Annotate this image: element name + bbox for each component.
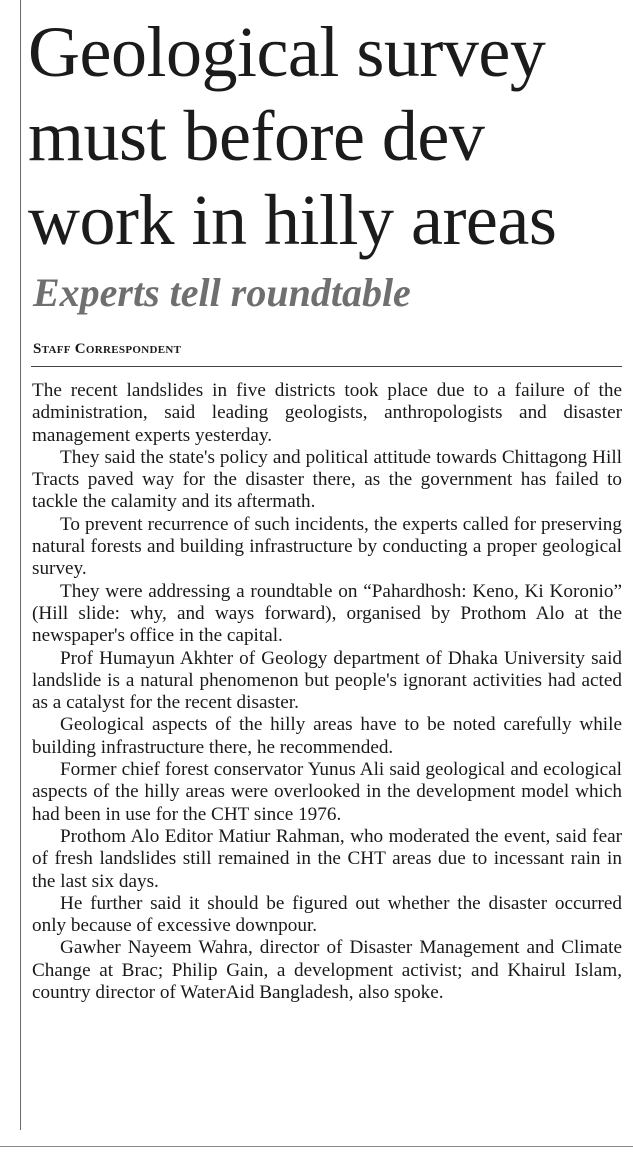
article-paragraph: Prof Humayun Akhter of Geology department of Dhaka University said landslide is a natural phenomenon but people's ignorant activities had acted as a catalyst for the recent disaster. <box>32 647 622 714</box>
column-rule <box>20 0 21 1130</box>
page-bottom-divider <box>0 1146 633 1147</box>
article-paragraph: Former chief forest conservator Yunus Ali said geological and ecological aspects of the hilly areas were overlooked in the development model which had been in use for the CHT since 1976. <box>32 759 622 825</box>
byline-divider <box>31 366 622 367</box>
article-paragraph: They said the state's policy and political attitude towards Chittagong Hill Tracts paved way for the disaster there, as the government has failed to tackle the calamity and its aftermath. <box>32 446 622 513</box>
article-paragraph: Gawher Nayeem Wahra, director of Disaster Management and Climate Change at Brac; Philip Gain, a development activist; and Khairul Islam, country director of WaterAid Bangladesh, also spoke. <box>32 937 622 1004</box>
article-byline: Staff Correspondent <box>33 341 182 357</box>
article-subhead: Experts tell roundtable <box>33 270 411 315</box>
article-paragraph: He further said it should be figured out whether the disaster occurred only because of excessive downpour. <box>32 892 622 937</box>
article-headline: Geological survey must before dev work in hilly areas <box>28 12 557 260</box>
article-body <box>32 380 622 1004</box>
article-paragraph: To prevent recurrence of such incidents, the experts called for preserving natural forests and building infrastructure by conducting a proper geological survey. <box>32 513 622 580</box>
article-paragraph: They were addressing a roundtable on “Pahardhosh: Keno, Ki Koronio” (Hill slide: why, and ways forward), organised by Prothom Alo at the newspaper's office in the capital. <box>32 580 622 647</box>
article-paragraph: The recent landslides in five districts took place due to a failure of the administration, said leading geologists, anthropologists and disaster management experts yesterday. <box>32 380 622 446</box>
article-paragraph: Prothom Alo Editor Matiur Rahman, who moderated the event, said fear of fresh landslides still remained in the CHT areas due to incessant rain in the last six days. <box>32 825 622 892</box>
article-paragraph: Geological aspects of the hilly areas have to be noted carefully while building infrastructure there, he recommended. <box>32 714 622 758</box>
